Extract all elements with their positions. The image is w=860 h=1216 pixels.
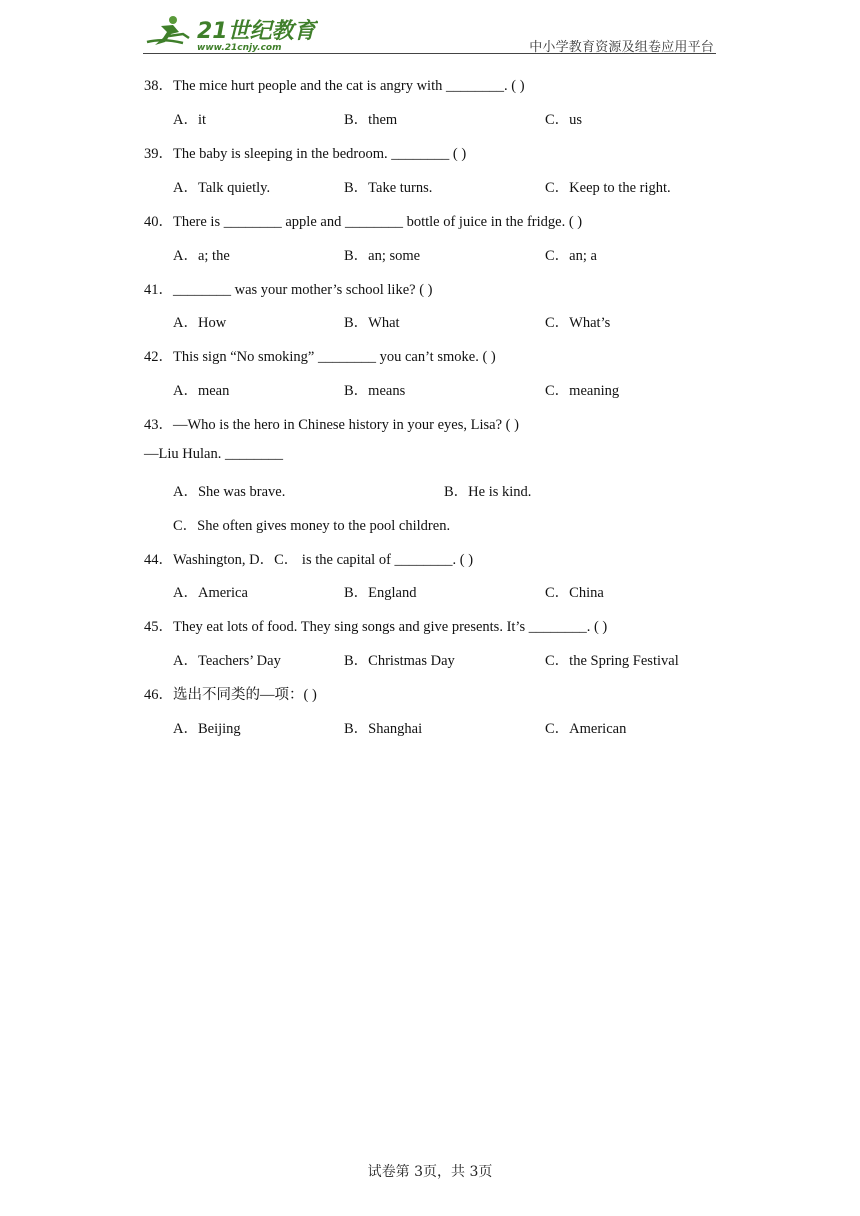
question-39-option-a[interactable]: A．Talk quietly. xyxy=(173,180,271,196)
platform-name: 中小学教育资源及组卷应用平台 xyxy=(529,40,714,55)
question-45-stem: 45．They eat lots of food. They sing songs and give presents. It’s ________. ( ) xyxy=(144,619,608,635)
runner-icon xyxy=(147,16,189,45)
question-40-stem: 40．There is ________ apple and ________ bottle of juice in the fridge. ( ) xyxy=(144,214,583,230)
question-40-option-b[interactable]: B．an; some xyxy=(344,248,421,264)
question-38-option-c[interactable]: C．us xyxy=(545,112,583,128)
question-39-option-c[interactable]: C．Keep to the right. xyxy=(545,180,671,196)
question-42-option-b[interactable]: B．means xyxy=(344,383,406,399)
question-39-stem: 39．The baby is sleeping in the bedroom. ________ ( ) xyxy=(144,146,467,162)
question-44-option-c[interactable]: C．China xyxy=(545,585,604,601)
question-46-option-a[interactable]: A．Beijing xyxy=(173,721,241,737)
question-41-stem: 41．________ was your mother’s school like? ( ) xyxy=(144,282,433,298)
page-header xyxy=(143,10,716,56)
header-divider xyxy=(143,53,716,54)
question-38-option-a[interactable]: A．it xyxy=(173,112,207,128)
question-42-stem: 42．This sign “No smoking” ________ you can’t smoke. ( ) xyxy=(144,349,496,365)
page-footer: 试卷第 3页，共 3页 xyxy=(367,1164,493,1180)
question-44-option-a[interactable]: A．America xyxy=(173,585,248,601)
question-42-option-a[interactable]: A．mean xyxy=(173,383,230,399)
question-41-option-a[interactable]: A．How xyxy=(173,315,227,331)
svg-text:21世纪教育: 21世纪教育 xyxy=(197,19,316,44)
question-46-stem: 46．选出不同类的—项：( ) xyxy=(144,687,317,703)
question-40-option-a[interactable]: A．a; the xyxy=(173,248,230,264)
question-40-option-c[interactable]: C．an; a xyxy=(545,248,597,264)
question-38-stem: 38．The mice hurt people and the cat is angry with ________. ( ) xyxy=(144,78,525,94)
question-44-stem: 44．Washington, D．C． is the capital of ________. ( ) xyxy=(144,552,474,568)
question-41-option-c[interactable]: C．What’s xyxy=(545,315,611,331)
question-42-option-c[interactable]: C．meaning xyxy=(545,383,620,399)
logo-21cnjy xyxy=(143,12,318,52)
question-41-option-b[interactable]: B．What xyxy=(344,315,400,331)
question-46-option-c[interactable]: C．American xyxy=(545,721,627,737)
question-44-option-b[interactable]: B．England xyxy=(344,585,417,601)
question-43-reply: —Liu Hulan. ________ xyxy=(144,446,283,462)
question-45-option-a[interactable]: A．Teachers’ Day xyxy=(173,653,281,669)
question-43-option-b[interactable]: B．He is kind. xyxy=(444,484,532,500)
svg-text:www.21cnjy.com: www.21cnjy.com xyxy=(197,43,282,52)
question-46-option-b[interactable]: B．Shanghai xyxy=(344,721,423,737)
question-45-option-c[interactable]: C．the Spring Festival xyxy=(545,653,679,669)
question-43-stem: 43．—Who is the hero in Chinese history in your eyes, Lisa? ( ) xyxy=(144,417,519,433)
question-45-option-b[interactable]: B．Christmas Day xyxy=(344,653,455,669)
question-38-option-b[interactable]: B．them xyxy=(344,112,398,128)
question-43-option-a[interactable]: A．She was brave. xyxy=(173,484,286,500)
question-43-option-c[interactable]: C．She often gives money to the pool children. xyxy=(173,518,451,534)
question-39-option-b[interactable]: B．Take turns. xyxy=(344,180,433,196)
